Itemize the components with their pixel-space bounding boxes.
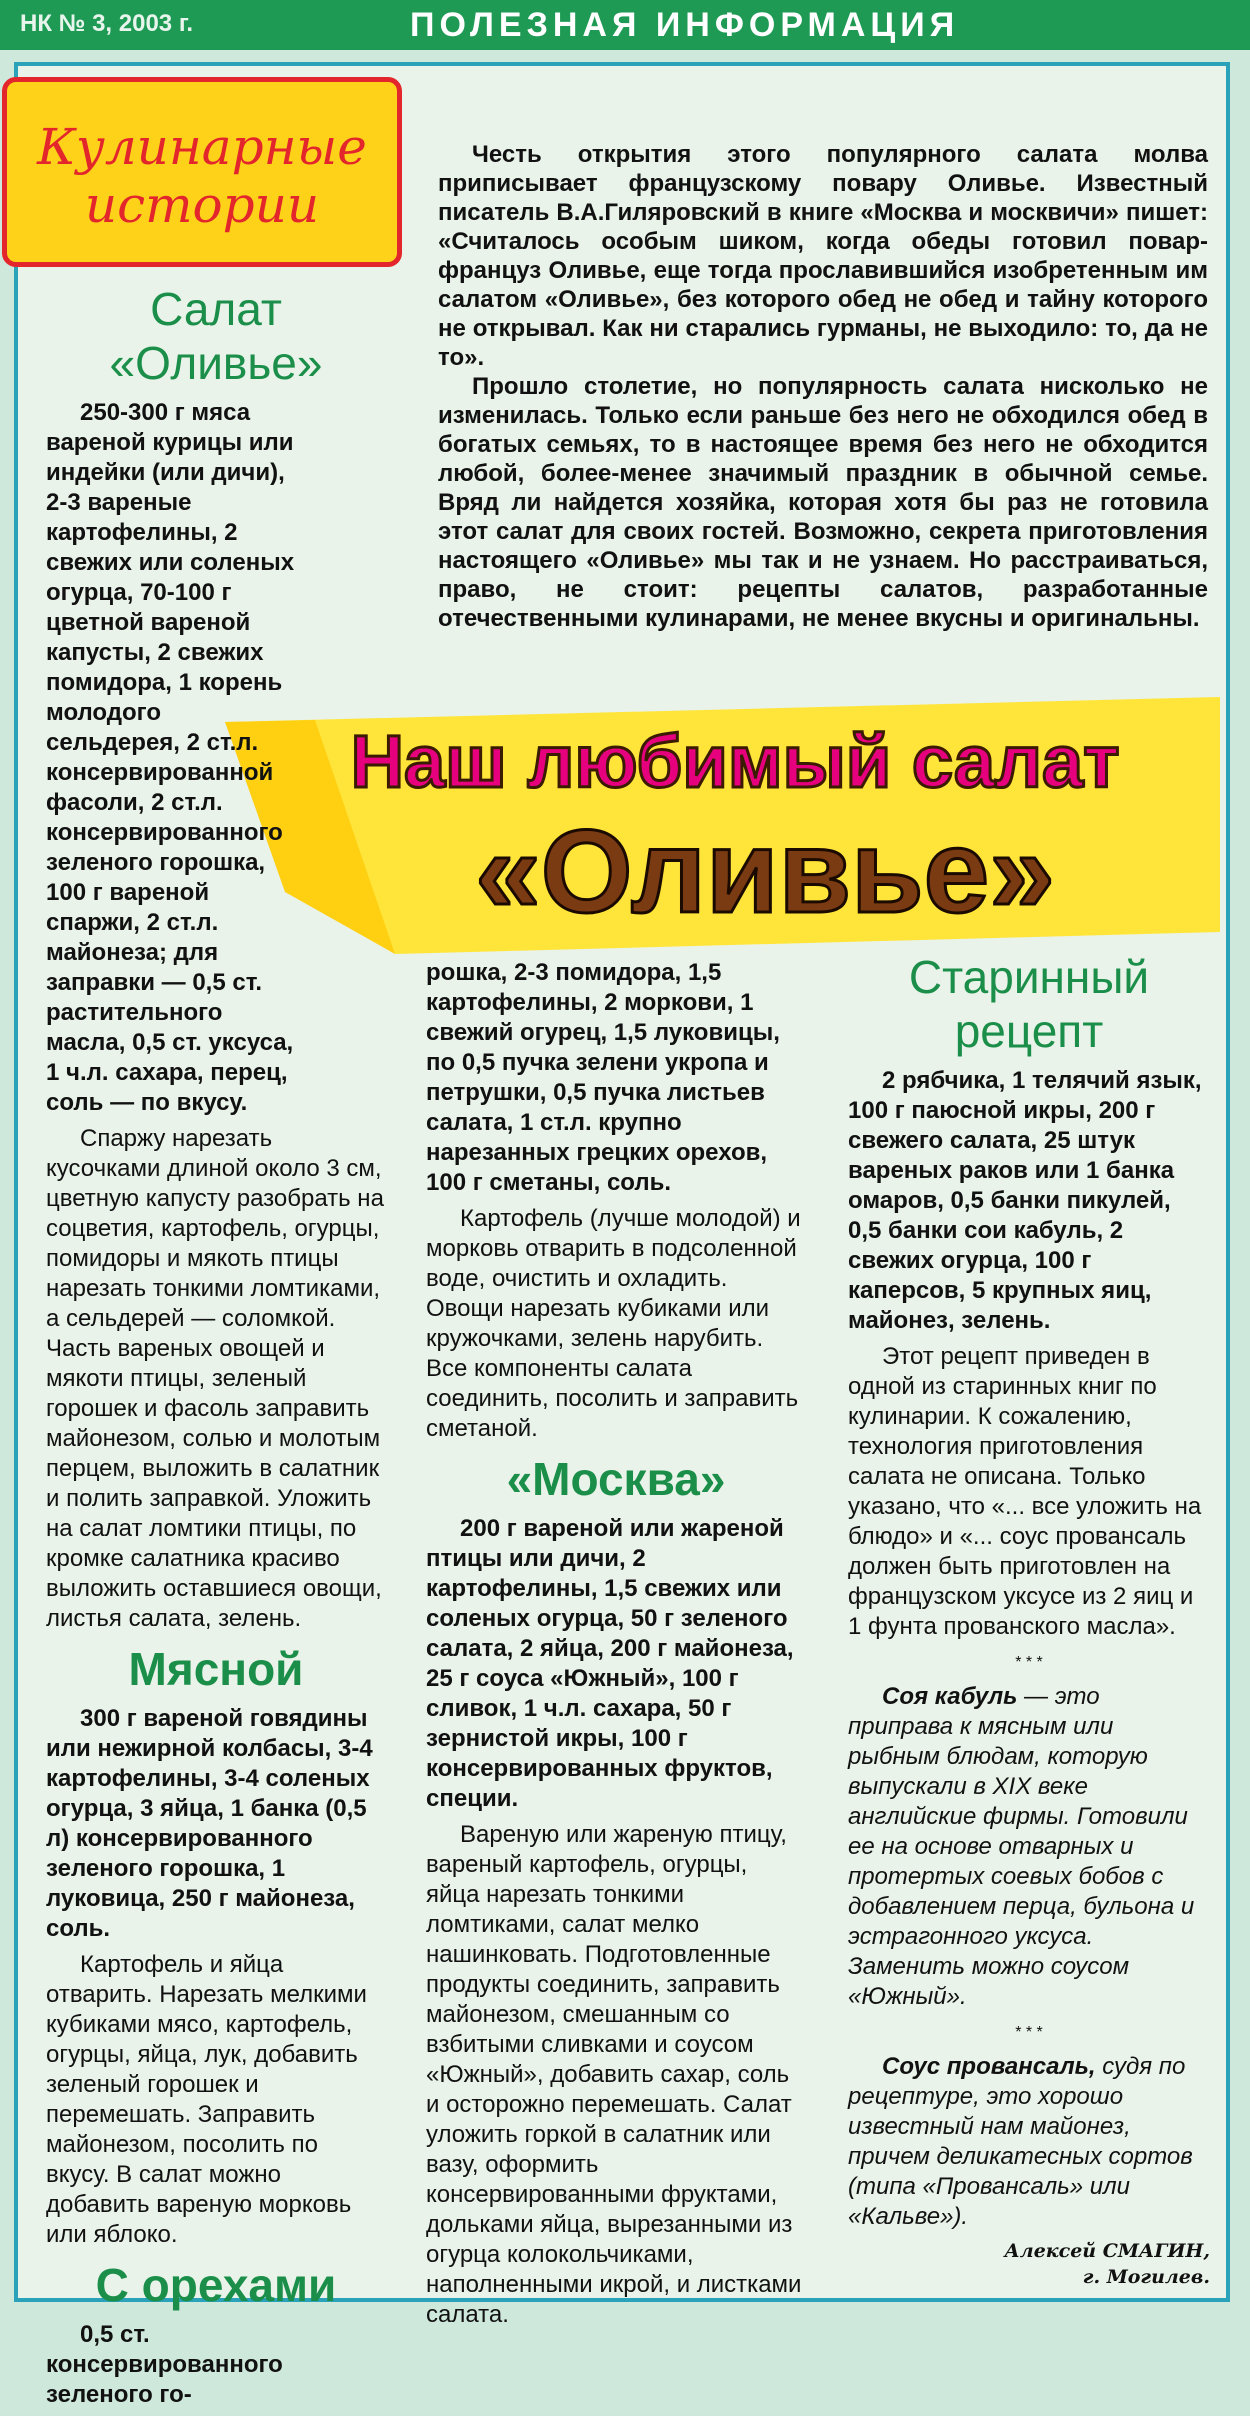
recipe-ingredients: 2 рябчика, 1 телячий язык, 100 г паюсной икры, 200 г свежего салата, 25 штук вареных раков или 1 банка омаров, 0,5 банки пикулей, 0,5 банки сои кабуль, 2 свежих огурца, 100 г каперсов, 5 крупных яиц, майонез, зелень. <box>848 1067 1202 1334</box>
header-bar <box>0 0 1250 50</box>
rubric-badge <box>2 77 402 267</box>
separator-stars: * * * <box>1015 1654 1043 1671</box>
recipe-ingredients: 300 г вареной говядины или нежирной колбасы, 3-4 картофелины, 3-4 соленых огурца, 3 яйца, 1 банка (0,5 л) консервированного зеленого горошка, 1 луковица, 250 г майонеза, соль. <box>46 1705 373 1942</box>
separator-stars: * * * <box>1015 2024 1043 2041</box>
recipe-ingredients: 0,5 ст. консервированного зеленого го- <box>46 2321 283 2408</box>
banner-line-1: Наш любимый салат <box>350 720 1120 803</box>
recipe-method: Картофель (лучше молодой) и морковь отварить в подсоленной воде, очистить и охладить. Овощи нарезать кубиками или кружочками, зелень нарубить. Все компоненты салата соединить, посолить и заправить сметаной. <box>426 1205 801 1442</box>
recipe-title-nuts: С орехами <box>95 2259 337 2311</box>
recipe-ingredients: рошка, 2-3 помидора, 1,5 картофелины, 2 моркови, 1 свежий огурец, 1,5 луковицы, по 0,5 пучка зелени укропа и петрушки, 0,5 пучка листьев салата, 1 ст.л. крупно нарезанных грецких орехов, 100 г сметаны, соль. <box>426 959 780 1196</box>
recipe-title-olivier: Салат «Оливье» <box>109 283 323 389</box>
recipe-title-old: Старинный рецепт <box>908 951 1150 1057</box>
rubric-line-2: истории <box>84 176 320 234</box>
rubric-line-1: Кулинарные <box>37 118 367 176</box>
recipe-method: Вареную или жареную птицу, вареный картофель, огурцы, яйца нарезать тонкими ломтиками, салат мелко нашинковать. Подготовленные продукты соединить, заправить майонезом, смешанным со взбитыми сливками и соусом «Южный», добавить сахар, соль и осторожно перемешать. Салат уложить горкой в салатник или вазу, оформить консервированными фруктами, дольками яйца, вырезанными из огурца колокольчиками, наполненными икрой, и листками салата. <box>426 1821 802 2328</box>
recipe-ingredients: 200 г вареной или жареной птицы или дичи, 2 картофелины, 1,5 свежих или соленых огурца, 50 г зеленого салата, 2 яйца, 200 г майонеза, 25 г соуса «Южный», 100 г сливок, 1 ч.л. сахара, 50 г зернистой икры, 100 г консервированных фруктов, специи. <box>426 1515 794 1812</box>
column-2 <box>426 958 806 2336</box>
recipe-ingredients: 250-300 г мяса вареной курицы или индейки (или дичи), 2-3 вареные картофелины, 2 свежих или соленых огурца, 70-100 г цветной вареной капусты, 2 свежих помидора, 1 корень молодого сельдерея, 2 ст.л. консервированной фасоли, 2 ст.л. консервированного зеленого горошка, 100 г вареной спаржи, 2 ст.л. майонеза; для заправки — 0,5 ст. растительного масла, 0,5 ст. уксуса, 1 ч.л. сахара, перец, соль — по вкусу. <box>46 399 295 1116</box>
note-soy: Соя кабуль — это приправа к мясным или рыбным блюдам, которую выпускали в XIX веке английские фирмы. Готовили ее на основе отварных и протертых соевых бобов с добавлением перца, бульона и эстрагонного уксуса. Заменить можно соусом «Южный». <box>848 1683 1195 2010</box>
column-3 <box>848 950 1210 2290</box>
column-1 <box>46 282 386 2416</box>
banner-line-2: «Оливье» <box>475 806 1055 938</box>
recipe-method: Этот рецепт приведен в одной из старинных книг по кулинарии. К сожалению, технология приготовления салата не описана. Только указано, что «... все уложить на блюдо» и «... соус провансаль должен быть приготовлен на французском уксусе из 2 яиц и 1 фунта прованского масла». <box>848 1343 1202 1640</box>
intro-text <box>438 140 1208 633</box>
author-name: Алексей СМАГИН, <box>1004 2240 1210 2262</box>
recipe-method: Спаржу нарезать кусочками длиной около 3 см, цветную капусту разобрать на соцветия, картофель, огурцы, помидоры и мякоть птицы нарезать тонкими ломтиками, а сельдерей — соломкой. Часть вареных овощей и мякоти птицы, зеленый горошек и фасоль заправить майонезом, солью и молотым перцем, выложить в салатник и полить заправкой. Уложить на салат ломтики птицы, по кромке салатника красиво выложить оставшиеся овощи, листья салата, зелень. <box>46 1125 384 1632</box>
author-city: г. Могилев. <box>1082 2266 1210 2288</box>
recipe-title-moscow: «Москва» <box>506 1453 726 1505</box>
section-title: ПОЛЕЗНАЯ ИНФОРМАЦИЯ <box>410 6 960 44</box>
intro-paragraph: Честь открытия этого популярного салата молва приписывает французскому повару Оливье. Известный писатель В.А.Гиляровский в книге «Москва и москвичи» пишет: «Считалось особым шиком, когда обеды готовил повар-француз Оливье, еще тогда прославившийся изобретенным им салатом «Оливье», без которого обед не обед и тайну которого не открывал. Как ни старались гурманы, не выходило: то, да не то». <box>438 141 1208 371</box>
note-provencal: Соус провансаль, судя по рецептуре, это хорошо известный нам майонез, причем деликатесных сортов (типа «Провансаль» или «Кальве»). <box>848 2053 1193 2230</box>
recipe-title-meat: Мясной <box>128 1643 304 1695</box>
intro-paragraph: Прошло столетие, но популярность салата нисколько не изменилась. Только если раньше без него не обходился обед в богатых семьях, то в настоящее время без него не обходится любой, более-менее значимый праздник в обычной семье. Вряд ли найдется хозяйка, которая хотя бы раз не готовила этот салат для своих гостей. Возможно, секрета приготовления настоящего «Оливье» мы так и не узнаем. Но расстраиваться, право, не стоит: рецепты салатов, разработанные отечественными кулинарами, не менее вкусны и оригинальны. <box>438 373 1208 632</box>
issue-number: НК № 3, 2003 г. <box>20 10 194 37</box>
recipe-method: Картофель и яйца отварить. Нарезать мелкими кубиками мясо, картофель, огурцы, яйца, лук, добавить зеленый горошек и перемешать. Заправить майонезом, посолить по вкусу. В салат можно добавить вареную морковь или яблоко. <box>46 1951 367 2248</box>
